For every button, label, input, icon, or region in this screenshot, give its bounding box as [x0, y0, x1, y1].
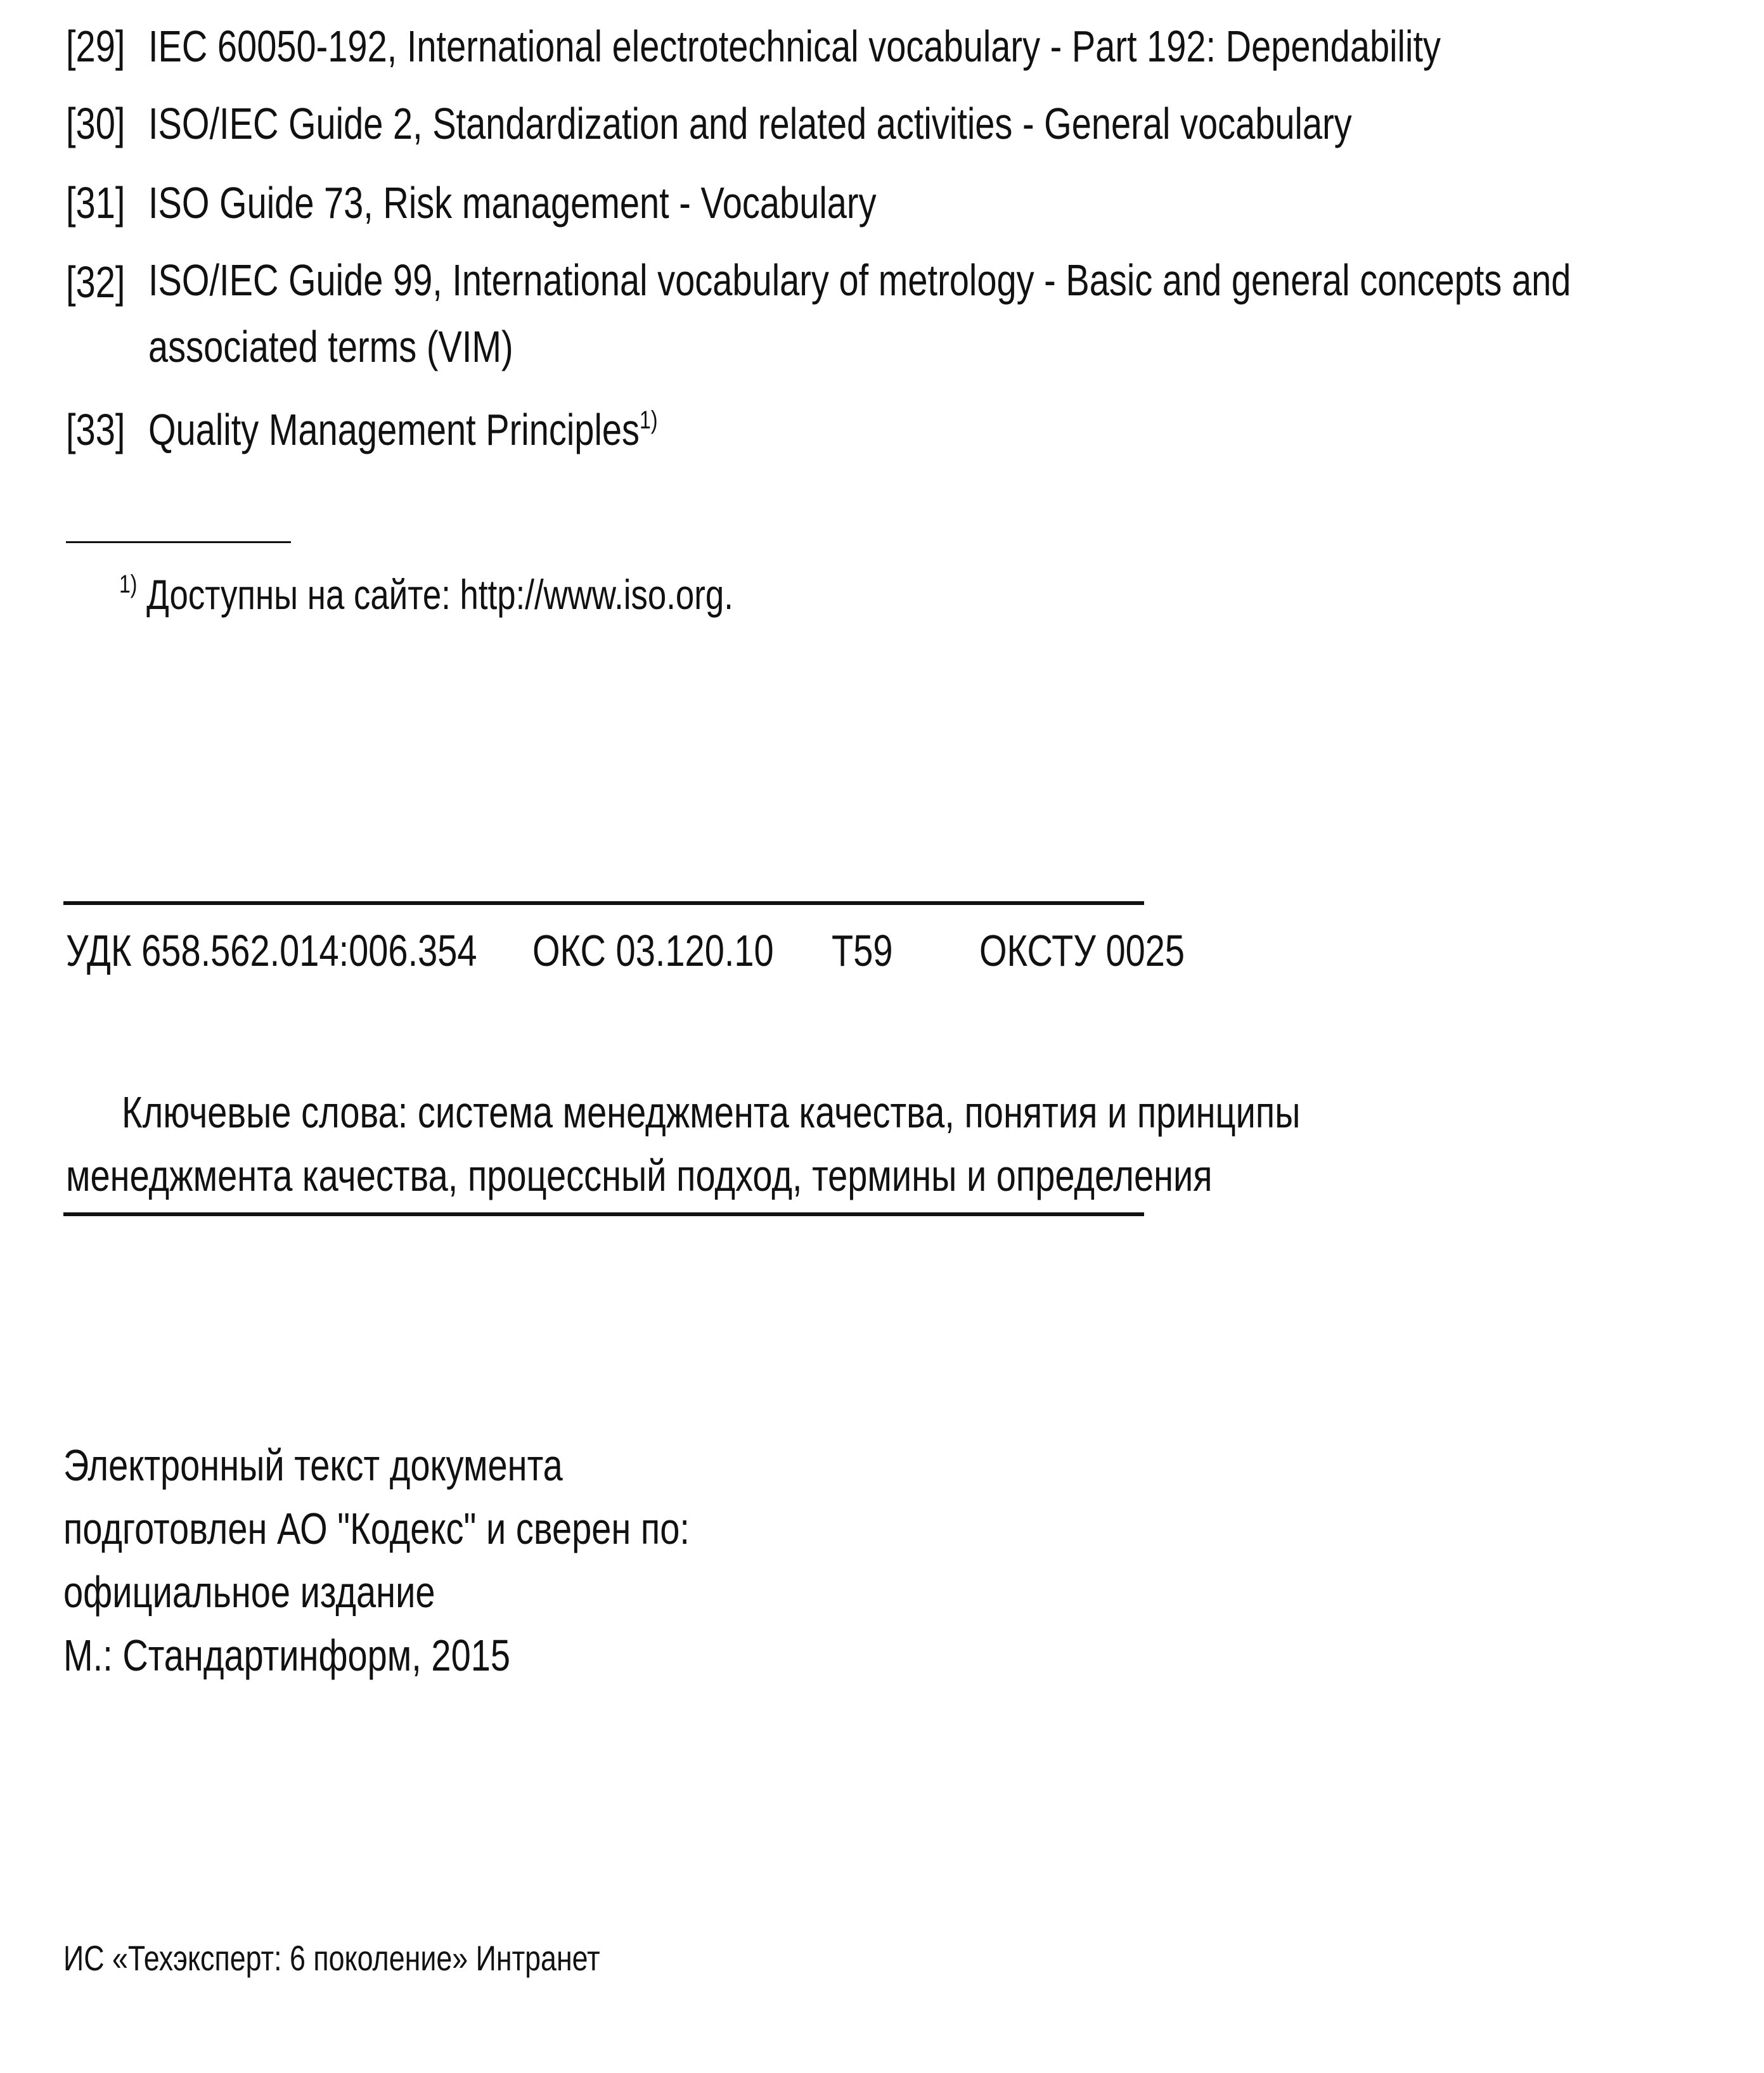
reference-number: [32] — [66, 257, 126, 307]
footnote — [119, 563, 887, 626]
reference-text: ISO/IEC Guide 2, Standardization and related activities - General vocabulary — [148, 99, 1352, 148]
reference-32 — [66, 247, 1571, 387]
reference-30 — [66, 89, 1375, 158]
reference-31 — [66, 168, 1375, 238]
electronic-text-note — [63, 1434, 846, 1687]
reference-text — [148, 395, 785, 465]
reference-33 — [66, 395, 1375, 465]
reference-text-line-2: associated terms (VIM) — [148, 322, 513, 371]
footnote-separator — [66, 541, 291, 543]
okstu-code: ОКСТУ 0025 — [979, 926, 1185, 975]
reference-text — [148, 247, 1571, 380]
reference-number: [31] — [66, 178, 126, 228]
etext-line-2: подготовлен АО "Кодекс" и сверен по: — [63, 1504, 690, 1553]
classification-bottom-rule — [63, 1212, 1144, 1216]
reference-text: ISO Guide 73, Risk management - Vocabulary — [148, 178, 877, 228]
reference-title: Quality Management Principles — [148, 405, 640, 454]
etext-line-3: официальное издание — [63, 1567, 435, 1617]
classification-top-rule — [63, 901, 1144, 905]
footnote-reference[interactable]: 1) — [640, 406, 658, 434]
oks-code: ОКС 03.120.10 — [532, 926, 774, 975]
keywords-line-1: Ключевые слова: система менеджмента качества, понятия и принципы — [122, 1088, 1301, 1137]
t-code: T59 — [832, 926, 893, 975]
footnote-text: Доступны на сайте: http://www.iso.org. — [146, 571, 733, 618]
reference-number: [29] — [66, 22, 126, 71]
reference-number: [30] — [66, 99, 126, 148]
etext-line-4: М.: Стандартинформ, 2015 — [63, 1631, 511, 1680]
reference-text-line-1: ISO/IEC Guide 99, International vocabulary of metrology - Basic and general concepts and — [148, 255, 1571, 305]
udk-code: УДК 658.562.014:006.354 — [66, 926, 477, 975]
page-footer: ИС «Техэксперт: 6 поколение» Интранет — [63, 1938, 600, 1978]
etext-line-1: Электронный текст документа — [63, 1441, 563, 1490]
reference-text: IEC 60050-192, International electrotechnical vocabulary - Part 192: Dependability — [148, 22, 1441, 71]
keywords-line-2: менеджмента качества, процессный подход, термины и определения — [66, 1151, 1213, 1200]
keywords — [66, 1081, 1301, 1207]
reference-29 — [66, 11, 1441, 81]
footnote-mark: 1) — [119, 570, 138, 598]
reference-number: [33] — [66, 405, 126, 454]
